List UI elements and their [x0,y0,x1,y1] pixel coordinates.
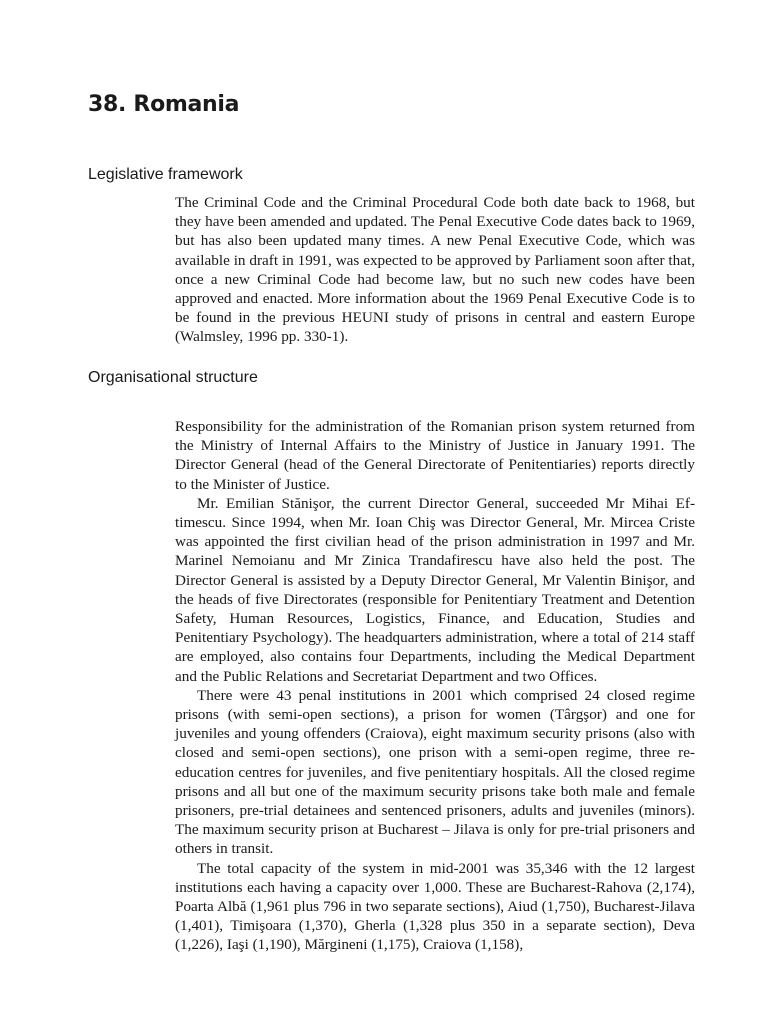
organisational-structure-body [175,417,695,955]
legislative-framework-body [175,193,695,347]
chapter-title: 38. Romania [88,92,240,117]
paragraph: There were 43 penal institutions in 2001 which comprised 24 closed regime prisons (with semi-open sections), a prison for women (Târgşor) and one for juveniles and young offenders (Craiova), eight maximum security prisons (also with closed and semi-open sections), one prison with a semi-open regime, three re-education centres for juveniles, and five penitentiary hospitals. All the closed regime prisons and all but one of the maximum security prisons take both male and female prisoners, pre-trial detainees and sentenced prisoners, adults and juveniles (minors). The maximum security prison at Bucharest – Jilava is only for pre-trial prisoners and others in transit. [175,686,695,858]
paragraph: The Criminal Code and the Criminal Procedural Code both date back to 1968, but they have been amended and updated. The Penal Executive Code dates back to 1969, but has also been updated many times. A new Penal Executive Code, which was available in draft in 1991, was expected to be approved by Parliament soon after that, once a new Criminal Code had become law, but no such new codes have been approved and enacted. More information about the 1969 Penal Executive Code is to be found in the previous HEUNI study of prisons in central and eastern Europe (Walmsley, 1996 pp. 330-1). [175,194,695,346]
paragraph: Responsibility for the administration of the Romanian prison system returned from the Ministry of Internal Affairs to the Ministry of Justice in January 1991. The Director General (head of the General Directorate of Penitentiaries) reports directly to the Minister of Justice. [175,418,695,493]
paragraph: The total capacity of the system in mid-2001 was 35,346 with the 12 largest institutions each having a capacity over 1,000. These are Bucharest-Rahova (2,174), Poarta Albă (1,961 plus 796 in two separate sections), Aiud (1,750), Bucharest-Jilava (1,401), Timişoara (1,370), Gherla (1,328 plus 350 in a separate section), Deva (1,226), Iaşi (1,190), Mărgineni (1,175), Craiova (1,158), [175,859,695,954]
section-heading-organisational-structure: Organisational structure [88,369,258,386]
section-heading-legislative-framework: Legislative framework [88,166,243,183]
paragraph: Mr. Emilian Stănişor, the current Director General, succeeded Mr Mihai Eftimescu. Since 1994, when Mr. Ioan Chiş was Director General, Mr. Mircea Criste was appointed the first civilian head of the prison administration in 1997 and Mr. Marinel Nemoianu and Mr Zinica Trandafirescu have also held the post. The Director General is assisted by a Deputy Director General, Mr Valentin Binişor, and the heads of five Directorates (responsible for Penitentiary Treatment and Detention Safety, Human Resources, Logistics, Finance, and Education, Studies and Penitentiary Psychology). The headquarters administration, where a total of 214 staff are employed, also contains four Departments, including the Medical Department and the Public Relations and Secretariat Department and two Offices. [175,494,695,685]
